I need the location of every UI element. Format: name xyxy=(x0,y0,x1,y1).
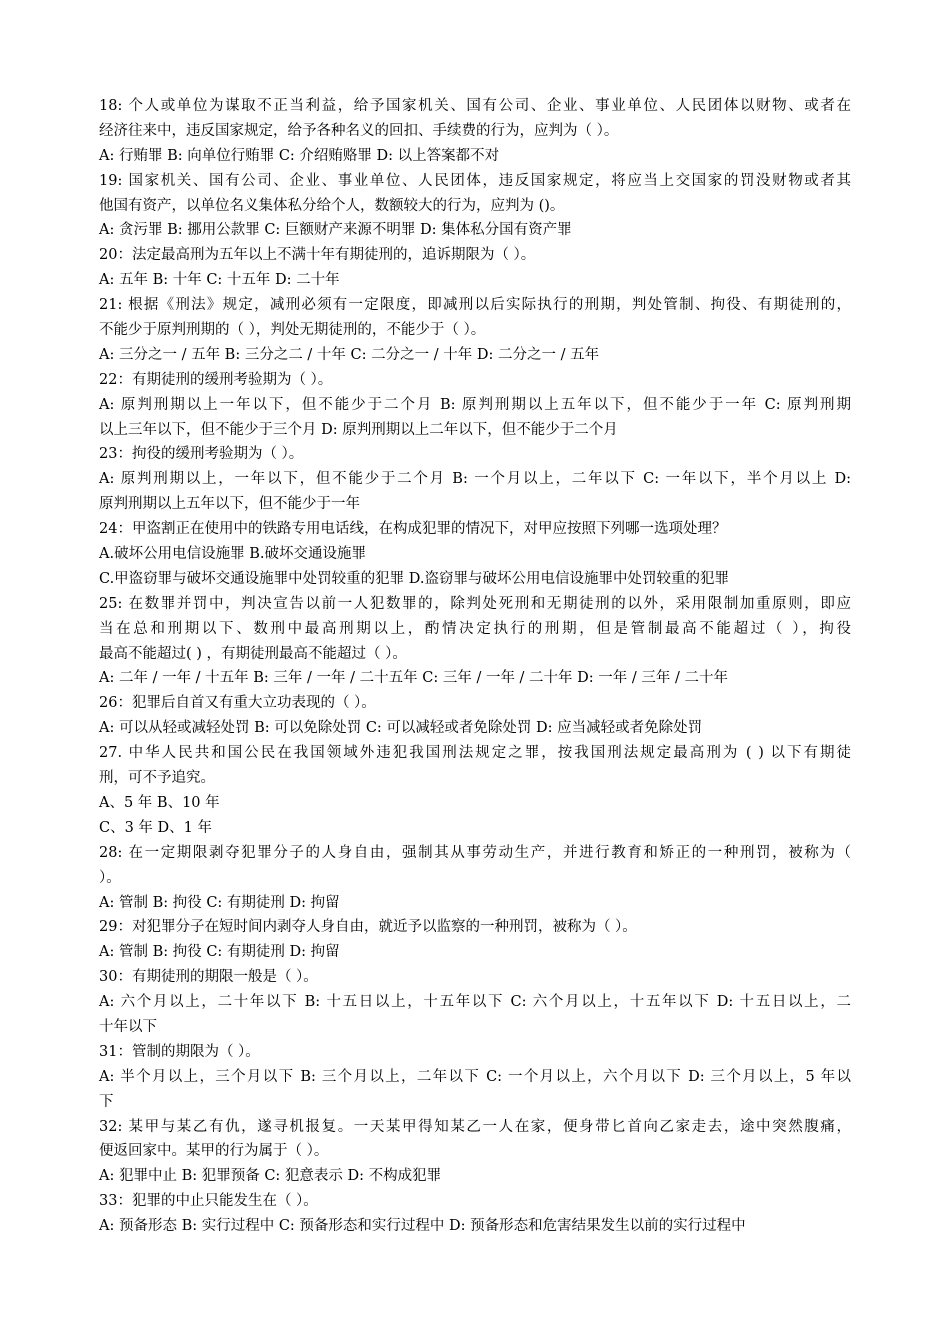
document-body xyxy=(99,94,851,1239)
text-line: A: 六个月以上，二十年以下 B: 十五日以上，十五年以下 C: 六个月以上，十五年以下 D: 十五日以上，二 xyxy=(99,994,851,1011)
text-line: A: 管制 B: 拘役 C: 有期徒刑 D: 拘留 xyxy=(99,894,340,911)
text-line: 33：犯罪的中止只能发生在（ ）。 xyxy=(99,1193,318,1210)
text-line: 最高不能超过( ) ，有期徒刑最高不能超过（ ）。 xyxy=(99,645,407,662)
text-line: 便返回家中。某甲的行为属于（ ）。 xyxy=(99,1143,329,1160)
text-line: 30：有期徒刑的期限一般是（ ）。 xyxy=(99,969,318,986)
text-line: A: 五年 B: 十年 C: 十五年 D: 二十年 xyxy=(99,272,340,289)
text-line: A、5 年 B、10 年 xyxy=(99,794,220,811)
text-line: 29：对犯罪分子在短时间内剥夺人身自由，就近予以监察的一种刑罚，被称为（ ）。 xyxy=(99,919,637,936)
text-line: A: 原判刑期以上，一年以下，但不能少于二个月 B: 一个月以上，二年以下 C: 一年以下，半个月以上 D: xyxy=(99,471,851,488)
text-line: 23：拘役的缓刑考验期为（ ）。 xyxy=(99,446,304,463)
text-line: A: 二年 / 一年 / 十五年 B: 三年 / 一年 / 二十五年 C: 三年 / 一年 / 二十年 D: 一年 / 三年 / 二十年 xyxy=(99,670,728,687)
text-line: 24：甲盗割正在使用中的铁路专用电话线，在构成犯罪的情况下，对甲应按照下列哪一选项处理？ xyxy=(99,521,727,538)
text-line: 27. 中华人民共和国公民在我国领域外违犯我国刑法规定之罪，按我国刑法规定最高刑为 ( ) 以下有期徒 xyxy=(99,745,851,762)
text-line: 28: 在一定期限剥夺犯罪分子的人身自由，强制其从事劳动生产，并进行教育和矫正的一种刑罚，被称为（ xyxy=(99,844,851,861)
text-line: A: 半个月以上，三个月以下 B: 三个月以上，二年以下 C: 一个月以上，六个月以下 D: 三个月以上，5 年以 xyxy=(99,1068,851,1085)
text-line: A: 管制 B: 拘役 C: 有期徒刑 D: 拘留 xyxy=(99,944,340,961)
text-line: 原判刑期以上五年以下，但不能少于一年 xyxy=(99,496,360,513)
text-line: 以上三年以下，但不能少于三个月 D: 原判刑期以上二年以下，但不能少于二个月 xyxy=(99,421,618,438)
text-line: 18: 个人或单位为谋取不正当利益，给予国家机关、国有公司、企业、事业单位、人民团体以财物、或者在 xyxy=(99,98,851,114)
text-line: A: 可以从轻或减轻处罚 B: 可以免除处罚 C: 可以减轻或者免除处罚 D: 应当减轻或者免除处罚 xyxy=(99,720,703,737)
text-line: 十年以下 xyxy=(99,1018,157,1035)
text-line: 不能少于原判刑期的（ ），判处无期徒刑的，不能少于（ ）。 xyxy=(99,322,486,339)
text-line: A: 原判刑期以上一年以下，但不能少于二个月 B: 原判刑期以上五年以下，但不能少于一年 C: 原判刑期 xyxy=(99,396,851,413)
text-line: A: 三分之一 / 五年 B: 三分之二 / 十年 C: 二分之一 / 十年 D: 二分之一 / 五年 xyxy=(99,346,600,363)
text-line: A: 行贿罪 B: 向单位行贿罪 C: 介绍贿赂罪 D: 以上答案都不对 xyxy=(99,147,500,164)
text-line: 20：法定最高刑为五年以上不满十年有期徒刑的，追诉期限为（ ）。 xyxy=(99,247,536,264)
text-line: 下 xyxy=(99,1093,114,1110)
text-line: 他国有资产，以单位名义集体私分给个人，数额较大的行为，应判为 ()。 xyxy=(99,197,565,214)
text-line: 32: 某甲与某乙有仇，遂寻机报复。一天某甲得知某乙一人在家，便身带匕首向乙家走去，途中突然腹痛， xyxy=(99,1118,851,1135)
text-line: A.破坏公用电信设施罪 B.破坏交通设施罪 xyxy=(99,546,366,563)
text-line: A: 犯罪中止 B: 犯罪预备 C: 犯意表示 D: 不构成犯罪 xyxy=(99,1168,442,1185)
text-line: 当在总和刑期以下、数刑中最高刑期以上，酌情决定执行的刑期，但是管制最高不能超过（ ），拘役 xyxy=(99,620,851,637)
text-line: C.甲盗窃罪与破坏交通设施罪中处罚较重的犯罪 D.盗窃罪与破坏公用电信设施罪中处罚较重的犯罪 xyxy=(99,570,730,587)
text-line: C、3 年 D、1 年 xyxy=(99,819,212,836)
text-line: 刑，可不予追究。 xyxy=(99,770,215,787)
text-line: ）。 xyxy=(99,869,121,886)
text-line: 26：犯罪后自首又有重大立功表现的（ ）。 xyxy=(99,695,376,712)
text-line: 22：有期徒刑的缓刑考验期为（ ）。 xyxy=(99,371,333,388)
text-line: A: 预备形态 B: 实行过程中 C: 预备形态和实行过程中 D: 预备形态和危害结果发生以前的实行过程中 xyxy=(99,1218,746,1235)
text-line: 21: 根据《刑法》规定，减刑必须有一定限度，即减刑以后实际执行的刑期，判处管制、拘役、有期徒刑的， xyxy=(99,297,851,314)
text-line: 31：管制的期限为（ ）。 xyxy=(99,1043,260,1060)
text-line: 经济往来中，违反国家规定，给予各种名义的回扣、手续费的行为，应判为（ ）。 xyxy=(99,122,619,139)
text-line: A: 贪污罪 B: 挪用公款罪 C: 巨额财产来源不明罪 D: 集体私分国有资产罪 xyxy=(99,222,572,239)
text-line: 25: 在数罪并罚中，判决宣告以前一人犯数罪的，除判处死刑和无期徒刑的以外，采用限制加重原则，即应 xyxy=(99,595,851,612)
text-line: 19: 国家机关、国有公司、企业、事业单位、人民团体，违反国家规定，将应当上交国家的罚没财物或者其 xyxy=(99,172,851,189)
